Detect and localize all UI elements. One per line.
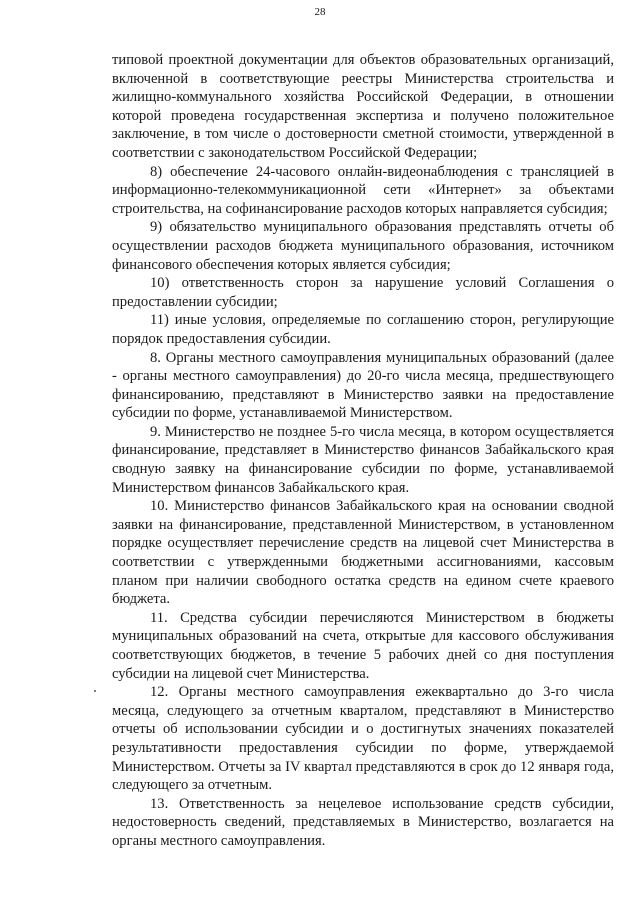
margin-mark: [94, 690, 96, 692]
paragraph-continuation: типовой проектной документации для объектов образовательных организаций, включенной в соответствующие реестры Министерства строительства и жилищно-коммунального хозяйства Российской Федерации, в отношении которой проведена государственная экспертиза и получено положительное заключение, в том числе о достоверности сметной стоимости, утвержденной в соответствии с законодательством Российской Федерации;: [112, 52, 614, 161]
paragraph-item-9: 9) обязательство муниципального образования представлять отчеты об осуществлении расходов бюджета муниципального образования, источником финансового обеспечения которых является субсидия;: [112, 219, 614, 273]
paragraph-section-8: 8. Органы местного самоуправления муниципальных образований (далее - органы местного самоуправления) до 20-го числа месяца, предшествующего финансированию, представляют в Министерство заявки на предоставление субсидии по форме, устанавливаемой Министерством.: [112, 349, 614, 422]
page-number: 28: [314, 6, 326, 18]
paragraph-item-8: 8) обеспечение 24-часового онлайн-видеонаблюдения с трансляцией в информационно-телекоммуникационной сети «Интернет» за объектами строительства, на софинансирование расходов которых направляется субсидия;: [112, 163, 614, 217]
paragraph-section-12: 12. Органы местного самоуправления ежеквартально до 3-го числа месяца, следующего за отчетным кварталом, представляют в Министерство отчеты об использовании субсидии и о достигнутых значениях показателей результативности предоставления субсидии по форме, утверждаемой Министерством. Отчеты за IV квартал представляются в срок до 12 января года, следующего за отчетным.: [112, 684, 614, 794]
paragraph-section-11: 11. Средства субсидии перечисляются Министерством в бюджеты муниципальных образований на счета, открытые для кассового обслуживания соответствующих бюджетов, в течение 5 рабочих дней со дня поступления субсидии на лицевой счет Министерства.: [112, 609, 614, 682]
paragraph-item-10: 10) ответственность сторон за нарушение условий Соглашения о предоставлении субсидии;: [112, 275, 614, 310]
paragraph-section-13: 13. Ответственность за нецелевое использование средств субсидии, недостоверность сведений, представляемых в Министерство, возлагается на органы местного самоуправления.: [112, 795, 614, 849]
document-body: [112, 51, 614, 851]
paragraph-item-11: 11) иные условия, определяемые по соглашению сторон, регулирующие порядок предоставления субсидии.: [112, 312, 614, 347]
paragraph-section-10: 10. Министерство финансов Забайкальского края на основании сводной заявки на финансирование, представленной Министерством, в установленном порядке осуществляет перечисление средств на лицевой счет Министерства в соответствии с утвержденными бюджетными ассигнованиями, кассовым планом при наличии свободного остатка средств на едином счете краевого бюджета.: [112, 498, 614, 608]
paragraph-section-9: 9. Министерство не позднее 5-го числа месяца, в котором осуществляется финансирование, представляет в Министерство финансов Забайкальского края сводную заявку на финансирование субсидии по форме, устанавливаемой Министерством финансов Забайкальского края.: [112, 423, 614, 496]
